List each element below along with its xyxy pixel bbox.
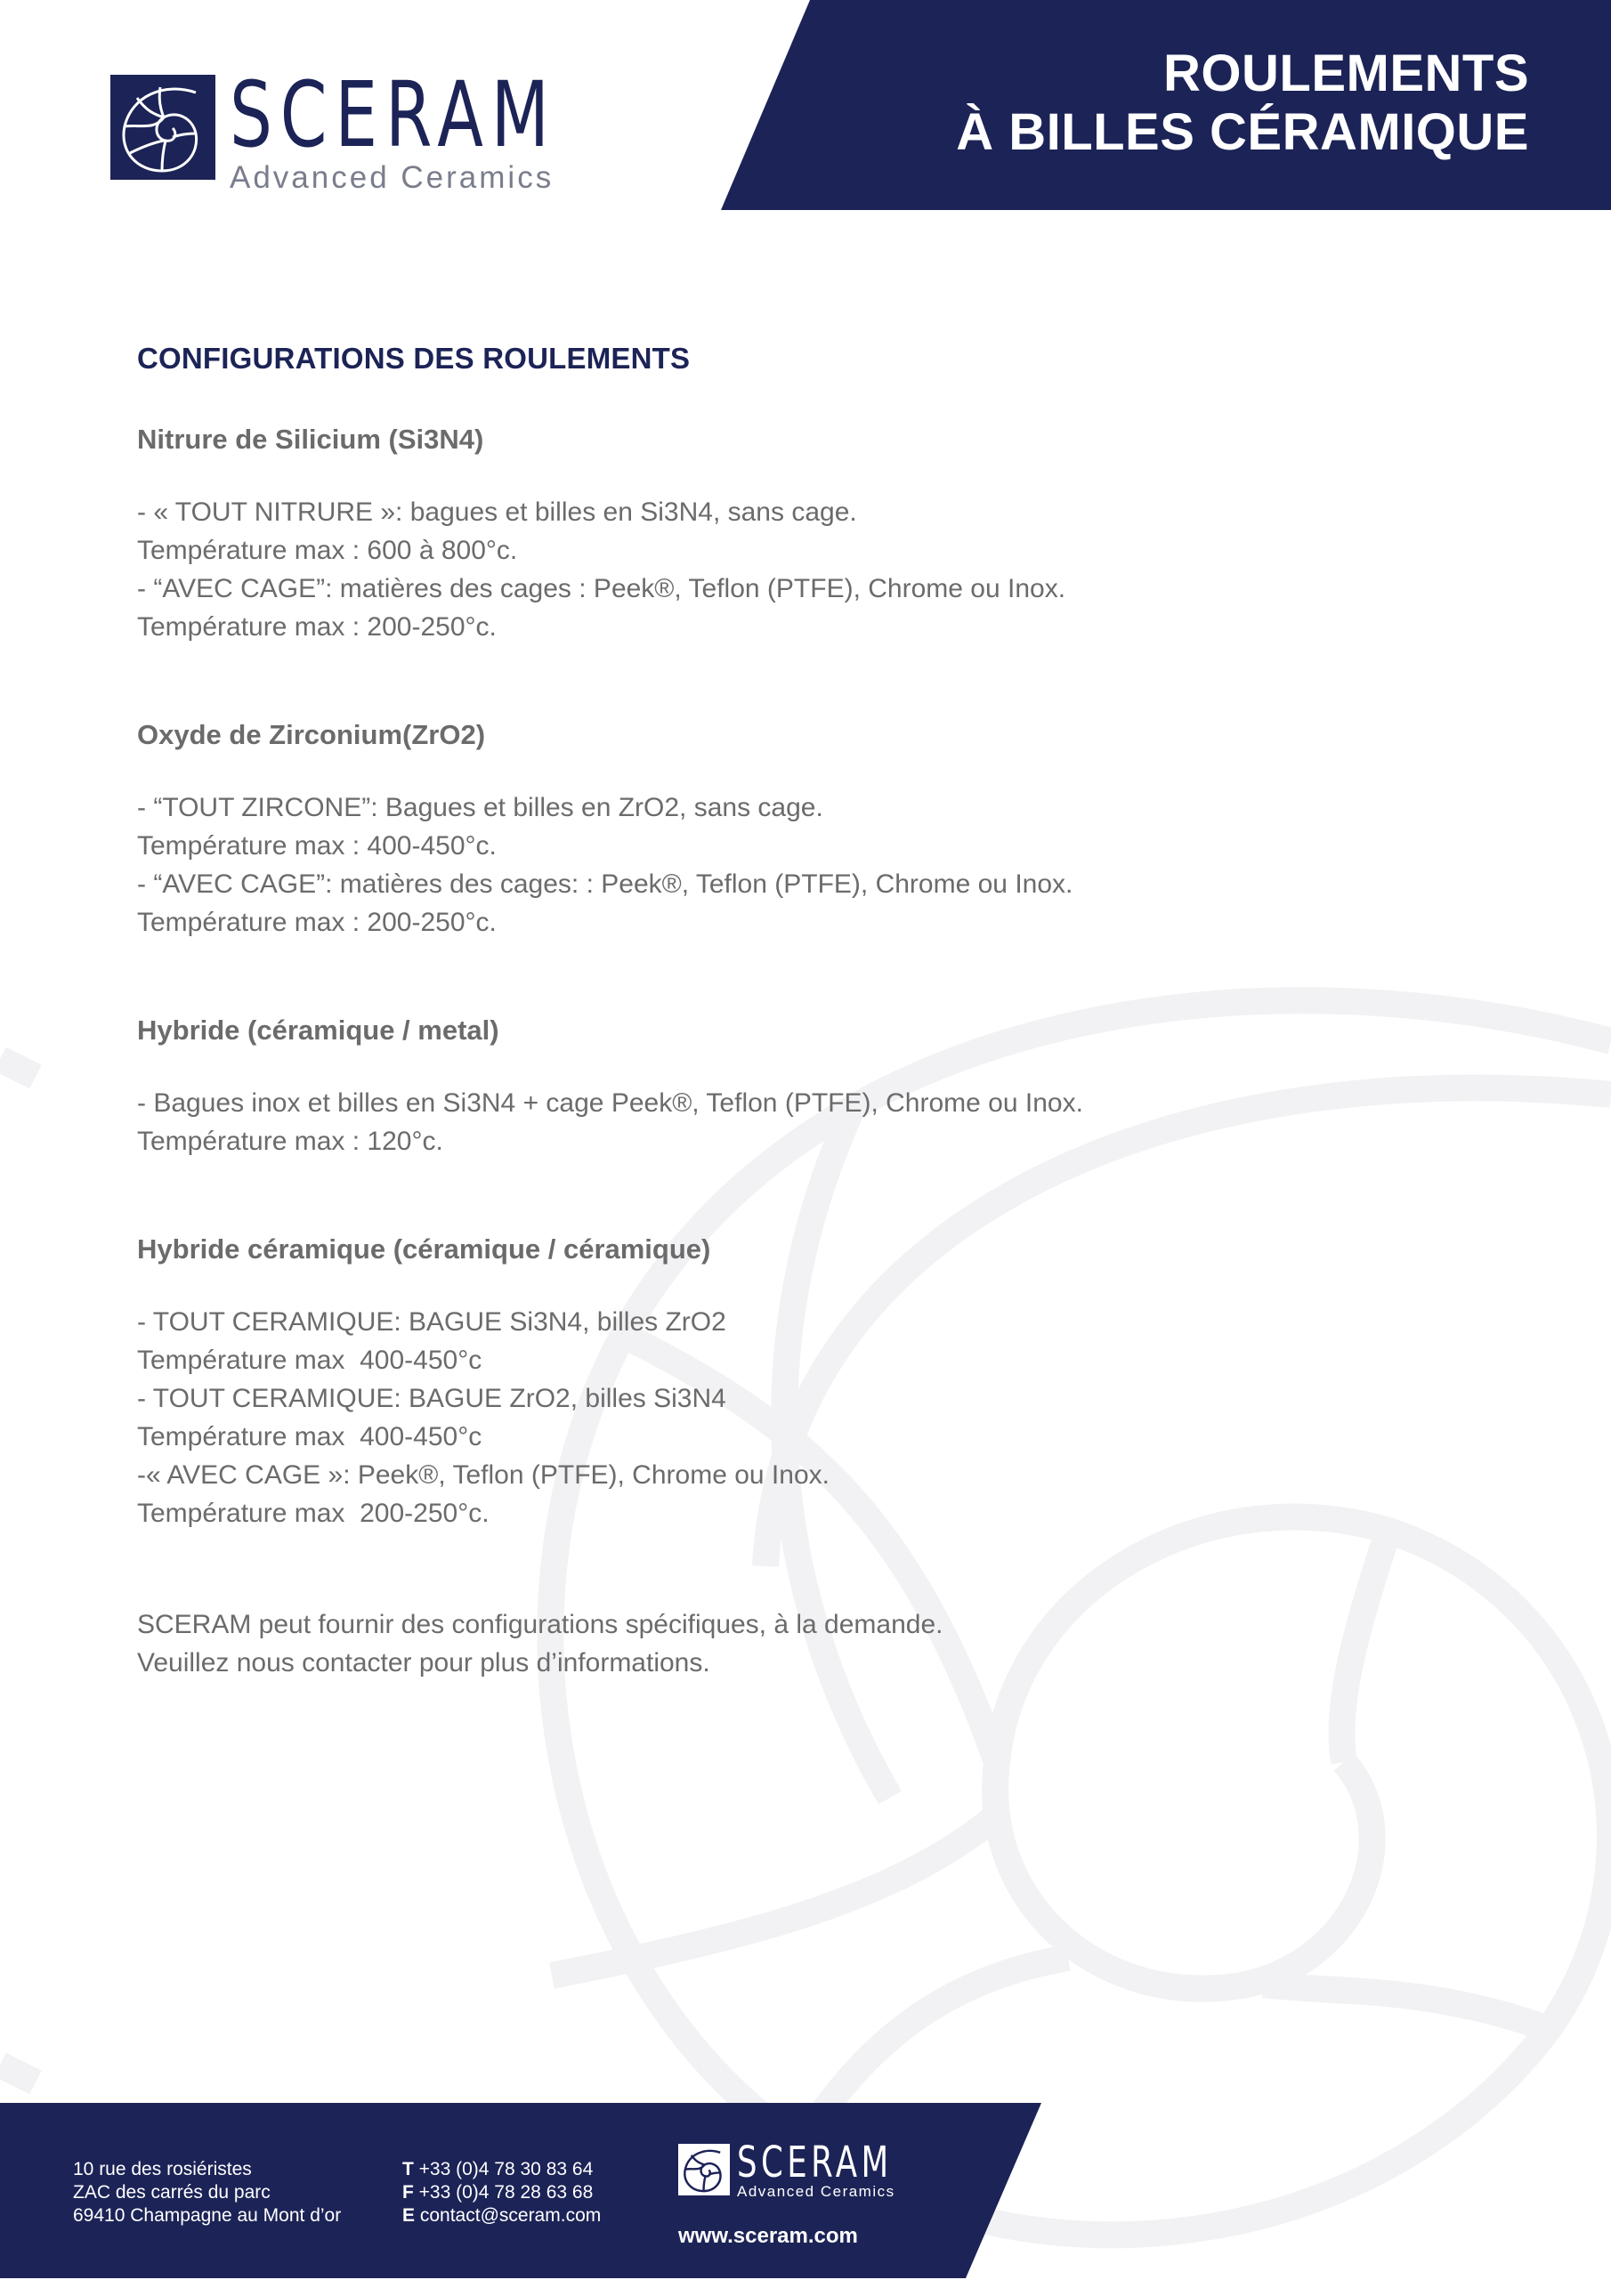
company-logo bbox=[110, 62, 672, 196]
config-group-zro2 bbox=[137, 719, 1383, 942]
section-title: CONFIGURATIONS DES ROULEMENTS bbox=[137, 342, 691, 375]
address-line: 10 rue des rosiéristes bbox=[73, 2159, 252, 2179]
title-line-2: À BILLES CÉRAMIQUE bbox=[956, 103, 1529, 161]
phone-number[interactable]: +33 (0)4 78 30 83 64 bbox=[418, 2159, 594, 2179]
footer-brand-name: SCERAM bbox=[737, 2138, 893, 2187]
address-line: 69410 Champagne au Mont d’or bbox=[73, 2205, 342, 2226]
footer-address bbox=[73, 2158, 341, 2227]
closing-line: SCERAM peut fournir des configurations spécifiques, à la demande. bbox=[137, 1610, 943, 1639]
footer-logo bbox=[678, 2138, 947, 2201]
title-line-1: ROULEMENTS bbox=[1163, 44, 1529, 102]
footer-brand-tagline: Advanced Ceramics bbox=[737, 2183, 895, 2200]
nautilus-logo-icon bbox=[110, 75, 215, 180]
config-group-hybrid-metal bbox=[137, 1015, 1383, 1160]
footer-contact bbox=[402, 2158, 601, 2227]
fax-label: F bbox=[402, 2182, 414, 2203]
group-line: - “AVEC CAGE”: matières des cages : Peek®, Teflon (PTFE), Chrome ou Inox. bbox=[137, 574, 1066, 603]
group-line: - TOUT CERAMIQUE: BAGUE ZrO2, billes Si3N4 bbox=[137, 1384, 726, 1413]
group-line: Température max 400-450°c bbox=[137, 1422, 482, 1451]
group-line: - Bagues inox et billes en Si3N4 + cage Peek®, Teflon (PTFE), Chrome ou Inox. bbox=[137, 1088, 1083, 1118]
address-line: ZAC des carrés du parc bbox=[73, 2182, 271, 2203]
group-title: Hybride céramique (céramique / céramique) bbox=[137, 1233, 711, 1265]
group-line: - « TOUT NITRURE »: bagues et billes en Si3N4, sans cage. bbox=[137, 497, 857, 527]
closing-note bbox=[137, 1605, 1383, 1682]
group-line: Température max : 400-450°c. bbox=[137, 831, 497, 861]
footer bbox=[0, 2103, 1041, 2278]
email-label: E bbox=[402, 2205, 416, 2226]
group-title: Oxyde de Zirconium(ZrO2) bbox=[137, 719, 486, 750]
group-line: Température max : 600 à 800°c. bbox=[137, 536, 518, 565]
main-content bbox=[137, 342, 1383, 1682]
phone-row bbox=[402, 2158, 601, 2181]
fax-row bbox=[402, 2181, 601, 2204]
website-link[interactable]: www.sceram.com bbox=[678, 2224, 858, 2248]
fax-number: +33 (0)4 78 28 63 68 bbox=[418, 2182, 594, 2203]
document-title bbox=[956, 44, 1529, 162]
group-line: - “TOUT ZIRCONE”: Bagues et billes en ZrO2, sans cage. bbox=[137, 793, 823, 822]
group-title: Nitrure de Silicium (Si3N4) bbox=[137, 424, 484, 455]
config-group-hybrid-ceramic bbox=[137, 1233, 1383, 1532]
config-group-si3n4 bbox=[137, 424, 1383, 646]
nautilus-logo-icon bbox=[678, 2144, 730, 2195]
email-row bbox=[402, 2204, 601, 2227]
closing-line: Veuillez nous contacter pour plus d’informations. bbox=[137, 1648, 710, 1678]
group-line: Température max : 200-250°c. bbox=[137, 612, 497, 642]
group-line: Température max 200-250°c. bbox=[137, 1499, 490, 1528]
email-link[interactable]: contact@sceram.com bbox=[419, 2205, 602, 2226]
group-line: - TOUT CERAMIQUE: BAGUE Si3N4, billes ZrO2 bbox=[137, 1307, 726, 1337]
group-line: - “AVEC CAGE”: matières des cages: : Peek®, Teflon (PTFE), Chrome ou Inox. bbox=[137, 869, 1073, 899]
group-line: Température max : 200-250°c. bbox=[137, 908, 497, 937]
group-line: Température max 400-450°c bbox=[137, 1346, 482, 1375]
phone-label: T bbox=[402, 2159, 414, 2179]
group-line: -« AVEC CAGE »: Peek®, Teflon (PTFE), Chrome ou Inox. bbox=[137, 1460, 830, 1490]
brand-name: SCERAM bbox=[230, 62, 557, 168]
brand-tagline: Advanced Ceramics bbox=[230, 160, 555, 195]
group-line: Température max : 120°c. bbox=[137, 1127, 443, 1156]
group-title: Hybride (céramique / metal) bbox=[137, 1015, 499, 1046]
